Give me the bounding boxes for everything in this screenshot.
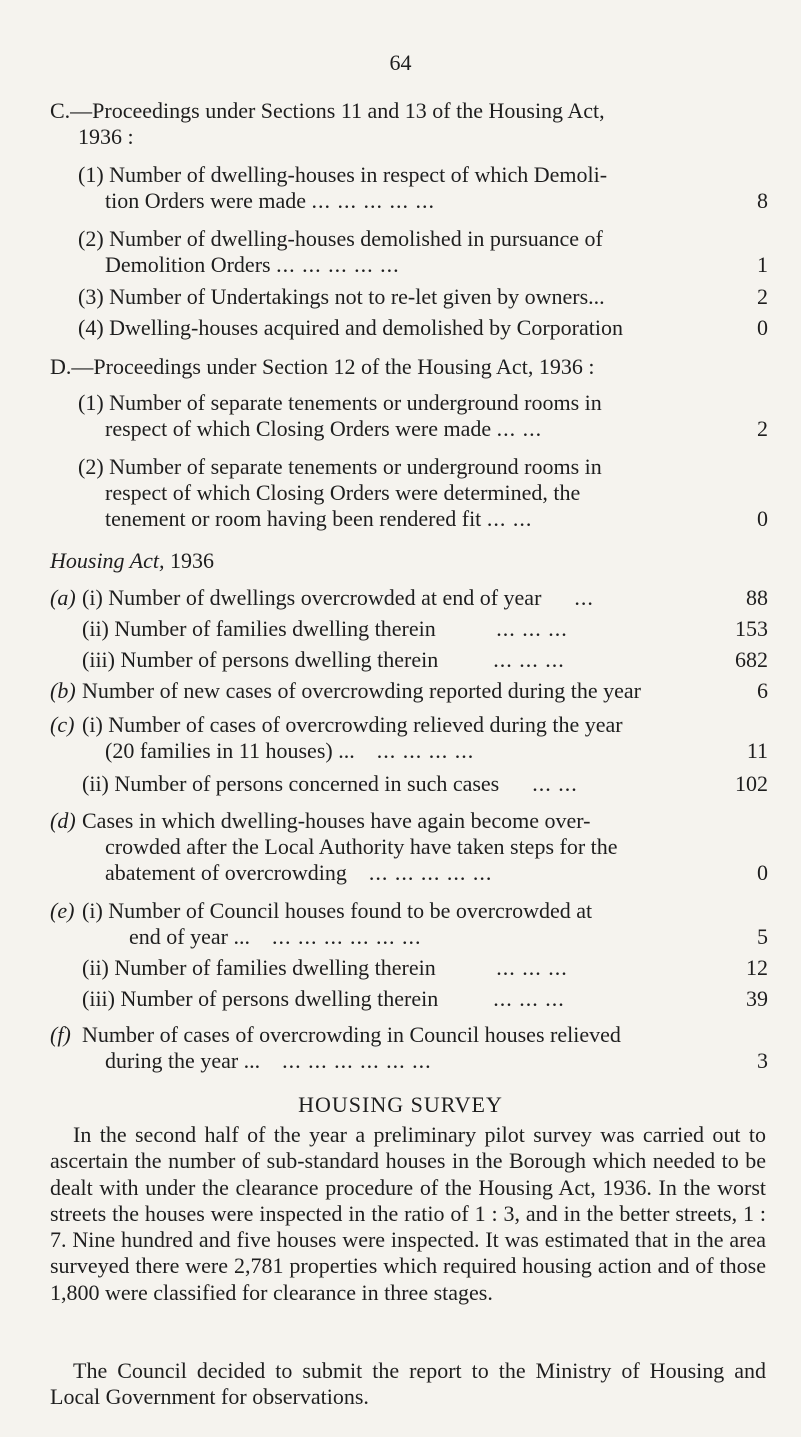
c2-line1: (2) Number of dwelling-houses demolished in pursuance of [78,226,603,251]
a-label: (a) [50,585,76,610]
b-line: Number of new cases of overcrowding reported during the year [82,678,641,703]
c3-line1: (3) Number of Undertakings not to re-let given by owners... [78,284,605,309]
f-label: (f) [50,1022,71,1047]
housing-act-heading: Housing Act, 1936 [50,548,214,573]
c-ii-line: (ii) Number of persons concerned in such cases ... ... [82,771,578,796]
section-c-heading-cont: 1936 : [78,124,134,149]
f-line1: Number of cases of overcrowding in Council houses relieved [82,1022,621,1047]
a-iii-value: 682 [735,647,768,672]
f-line2: during the year ... ... ... ... ... ... ... [105,1048,432,1073]
survey-paragraph-1: In the second half of the year a preliminary pilot survey was carried out to ascertain the number of sub-standard houses in the Borough which needed to be dealt with under the clearance procedure of the Housing Act, 1936. In the worst streets the houses were inspected in the ratio of 1 : 3, and in the better streets, 1 : 7. Nine hundred and five houses were inspected. It was estimated that in the area surveyed there were 2,781 properties which required housing action and of those 1,800 were classified for clearance in three stages. [50,1122,766,1305]
d1-line2: respect of which Closing Orders were made ... ... [105,416,543,441]
d2-line1: (2) Number of separate tenements or underground rooms in [78,454,602,479]
a-i-line: (i) Number of dwellings overcrowded at end of year ... [82,585,594,610]
d-line2: crowded after the Local Authority have taken steps for the [105,834,618,859]
c4-value: 0 [757,315,768,340]
a-ii-value: 153 [735,616,768,641]
e-iii-value: 39 [746,986,768,1011]
d-line1: Cases in which dwelling-houses have again become over- [82,808,591,833]
d-label: (d) [50,808,76,833]
c4-line1: (4) Dwelling-houses acquired and demolished by Corporation [78,315,623,340]
a-i-value: 88 [746,585,768,610]
a-ii-line: (ii) Number of families dwelling therein ... ... ... [82,616,568,641]
d2-line2: respect of which Closing Orders were determined, the [105,480,581,505]
d1-value: 2 [757,416,768,441]
c-i-line1: (i) Number of cases of overcrowding relieved during the year [82,712,623,737]
c1-value: 8 [757,188,768,213]
c-ii-value: 102 [735,771,768,796]
d-line3: abatement of overcrowding ... ... ... ... ... [105,860,493,885]
c3-value: 2 [757,284,768,309]
page-number: 64 [389,50,412,75]
e-iii-line: (iii) Number of persons dwelling therein ... ... ... [82,986,565,1011]
section-d-heading: D.—Proceedings under Section 12 of the Housing Act, 1936 : [50,354,595,379]
e-i-line2: end of year ... ... ... ... ... ... ... [129,924,422,949]
e-ii-line: (ii) Number of families dwelling therein ... ... ... [82,955,568,980]
d2-line3: tenement or room having been rendered fit ... ... [105,506,533,531]
c1-line2: tion Orders were made ... ... ... ... ... [105,188,435,213]
b-value: 6 [757,678,768,703]
a-iii-line: (iii) Number of persons dwelling therein ... ... ... [82,647,565,672]
section-c-heading: C.—Proceedings under Sections 11 and 13 of the Housing Act, [50,98,605,123]
c2-line2: Demolition Orders ... ... ... ... ... [105,252,400,277]
f-value: 3 [757,1048,768,1073]
e-i-line1: (i) Number of Council houses found to be overcrowded at [82,898,593,923]
d2-value: 0 [757,506,768,531]
c-i-value: 11 [746,738,768,763]
e-i-value: 5 [757,924,768,949]
d-value: 0 [757,860,768,885]
c-label: (c) [50,712,75,737]
survey-paragraph-2: The Council decided to submit the report to the Ministry of Housing and Local Government for observations. [50,1358,766,1410]
c2-value: 1 [757,252,768,277]
b-label: (b) [50,678,76,703]
e-ii-value: 12 [746,955,768,980]
e-label: (e) [50,898,75,923]
c1-line1: (1) Number of dwelling-houses in respect of which Demoli- [78,162,608,187]
housing-survey-heading: HOUSING SURVEY [298,1092,503,1117]
c-i-line2: (20 families in 11 houses) ... ... ... ... ... [105,738,475,763]
d1-line1: (1) Number of separate tenements or underground rooms in [78,390,602,415]
